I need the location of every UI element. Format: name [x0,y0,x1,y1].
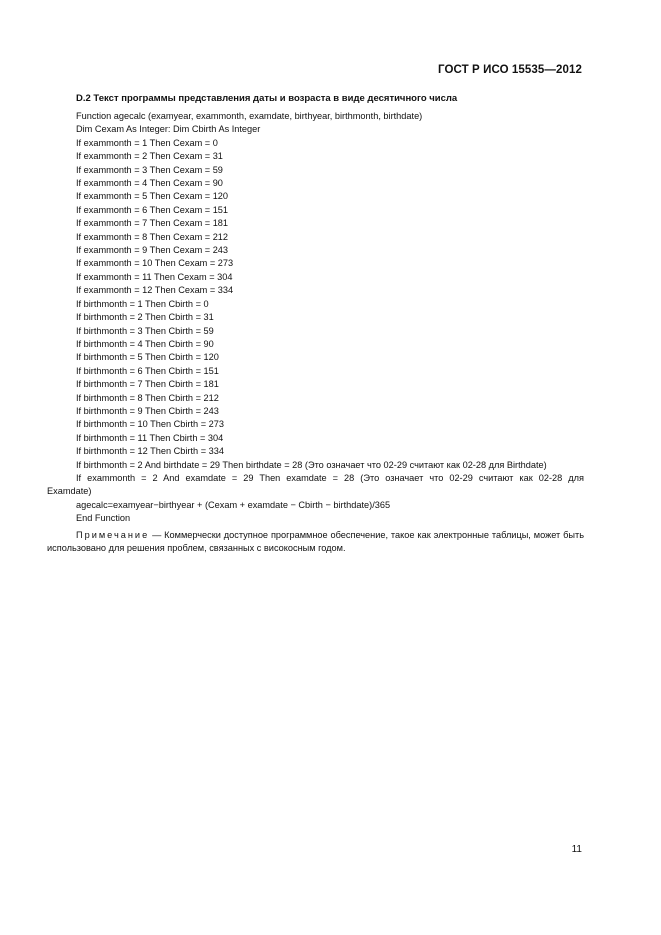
code-line: If birthmonth = 10 Then Cbirth = 273 [76,419,224,430]
code-line: If exammonth = 4 Then Cexam = 90 [76,178,223,189]
code-line: If exammonth = 7 Then Cexam = 181 [76,218,229,229]
code-line-end-function: End Function [76,513,131,524]
code-line: If birthmonth = 7 Then Cbirth = 181 [76,379,219,390]
code-line: If birthmonth = 4 Then Cbirth = 90 [76,338,214,349]
code-line: Dim Cexam As Integer: Dim Cbirth As Integer [76,124,261,135]
code-line: If exammonth = 3 Then Cexam = 59 [76,164,223,175]
code-line: If exammonth = 10 Then Cexam = 273 [76,258,234,269]
code-line: If exammonth = 2 Then Cexam = 31 [76,151,223,162]
code-line-formula: agecalc=examyear−birthyear + (Cexam + examdate − Cbirth − birthdate)/365 [76,499,391,510]
code-line: If exammonth = 6 Then Cexam = 151 [76,204,229,215]
note-text: — Коммерчески доступное программное обеспечение, такое как электронные таблицы, может быть использовано для решения проблем, связанных с високосным годом. [47,530,584,554]
code-line: Function agecalc (examyear, exammonth, examdate, birthyear, birthmonth, birthdate) [76,111,423,121]
code-line: If birthmonth = 6 Then Cbirth = 151 [76,365,219,376]
code-line: If birthmonth = 2 And birthdate = 29 Then birthdate = 28 (Это означает что 02-29 считают как 02-28 для Birthdate) [76,459,547,470]
code-line-examdate: If exammonth = 2 And examdate = 29 Then examdate = 28 (Это означает что 02-29 считают как 02-28 для [76,472,584,483]
note-label: Примечание [76,530,150,540]
code-line: If exammonth = 9 Then Cexam = 243 [76,245,229,256]
code-line: If exammonth = 8 Then Cexam = 212 [76,231,229,242]
standard-header: ГОСТ Р ИСО 15535—2012 [437,64,582,76]
code-line: If birthmonth = 5 Then Cbirth = 120 [76,352,219,363]
note-paragraph [47,529,584,556]
code-line: If birthmonth = 2 Then Cbirth = 31 [76,312,214,323]
code-line: If exammonth = 1 Then Cexam = 0 [76,137,218,148]
code-line: If birthmonth = 1 Then Cbirth = 0 [76,298,209,309]
code-line: If birthmonth = 3 Then Cbirth = 59 [76,325,214,336]
code-line-examdate-continuation: Examdate) [47,486,92,497]
section-title: D.2 Текст программы представления даты и возраста в виде десятичного числа [76,93,458,104]
code-line: If exammonth = 11 Then Cexam = 304 [76,271,233,282]
code-line: If birthmonth = 9 Then Cbirth = 243 [76,405,219,416]
code-line: If birthmonth = 12 Then Cbirth = 334 [76,446,224,457]
code-line: If birthmonth = 11 Then Cbirth = 304 [76,432,224,443]
code-lines [76,110,584,472]
code-line: If exammonth = 5 Then Cexam = 120 [76,191,229,202]
page-number: 11 [571,844,582,855]
code-listing [47,110,584,526]
code-line: If birthmonth = 8 Then Cbirth = 212 [76,392,219,403]
code-line: If exammonth = 12 Then Cexam = 334 [76,285,234,296]
